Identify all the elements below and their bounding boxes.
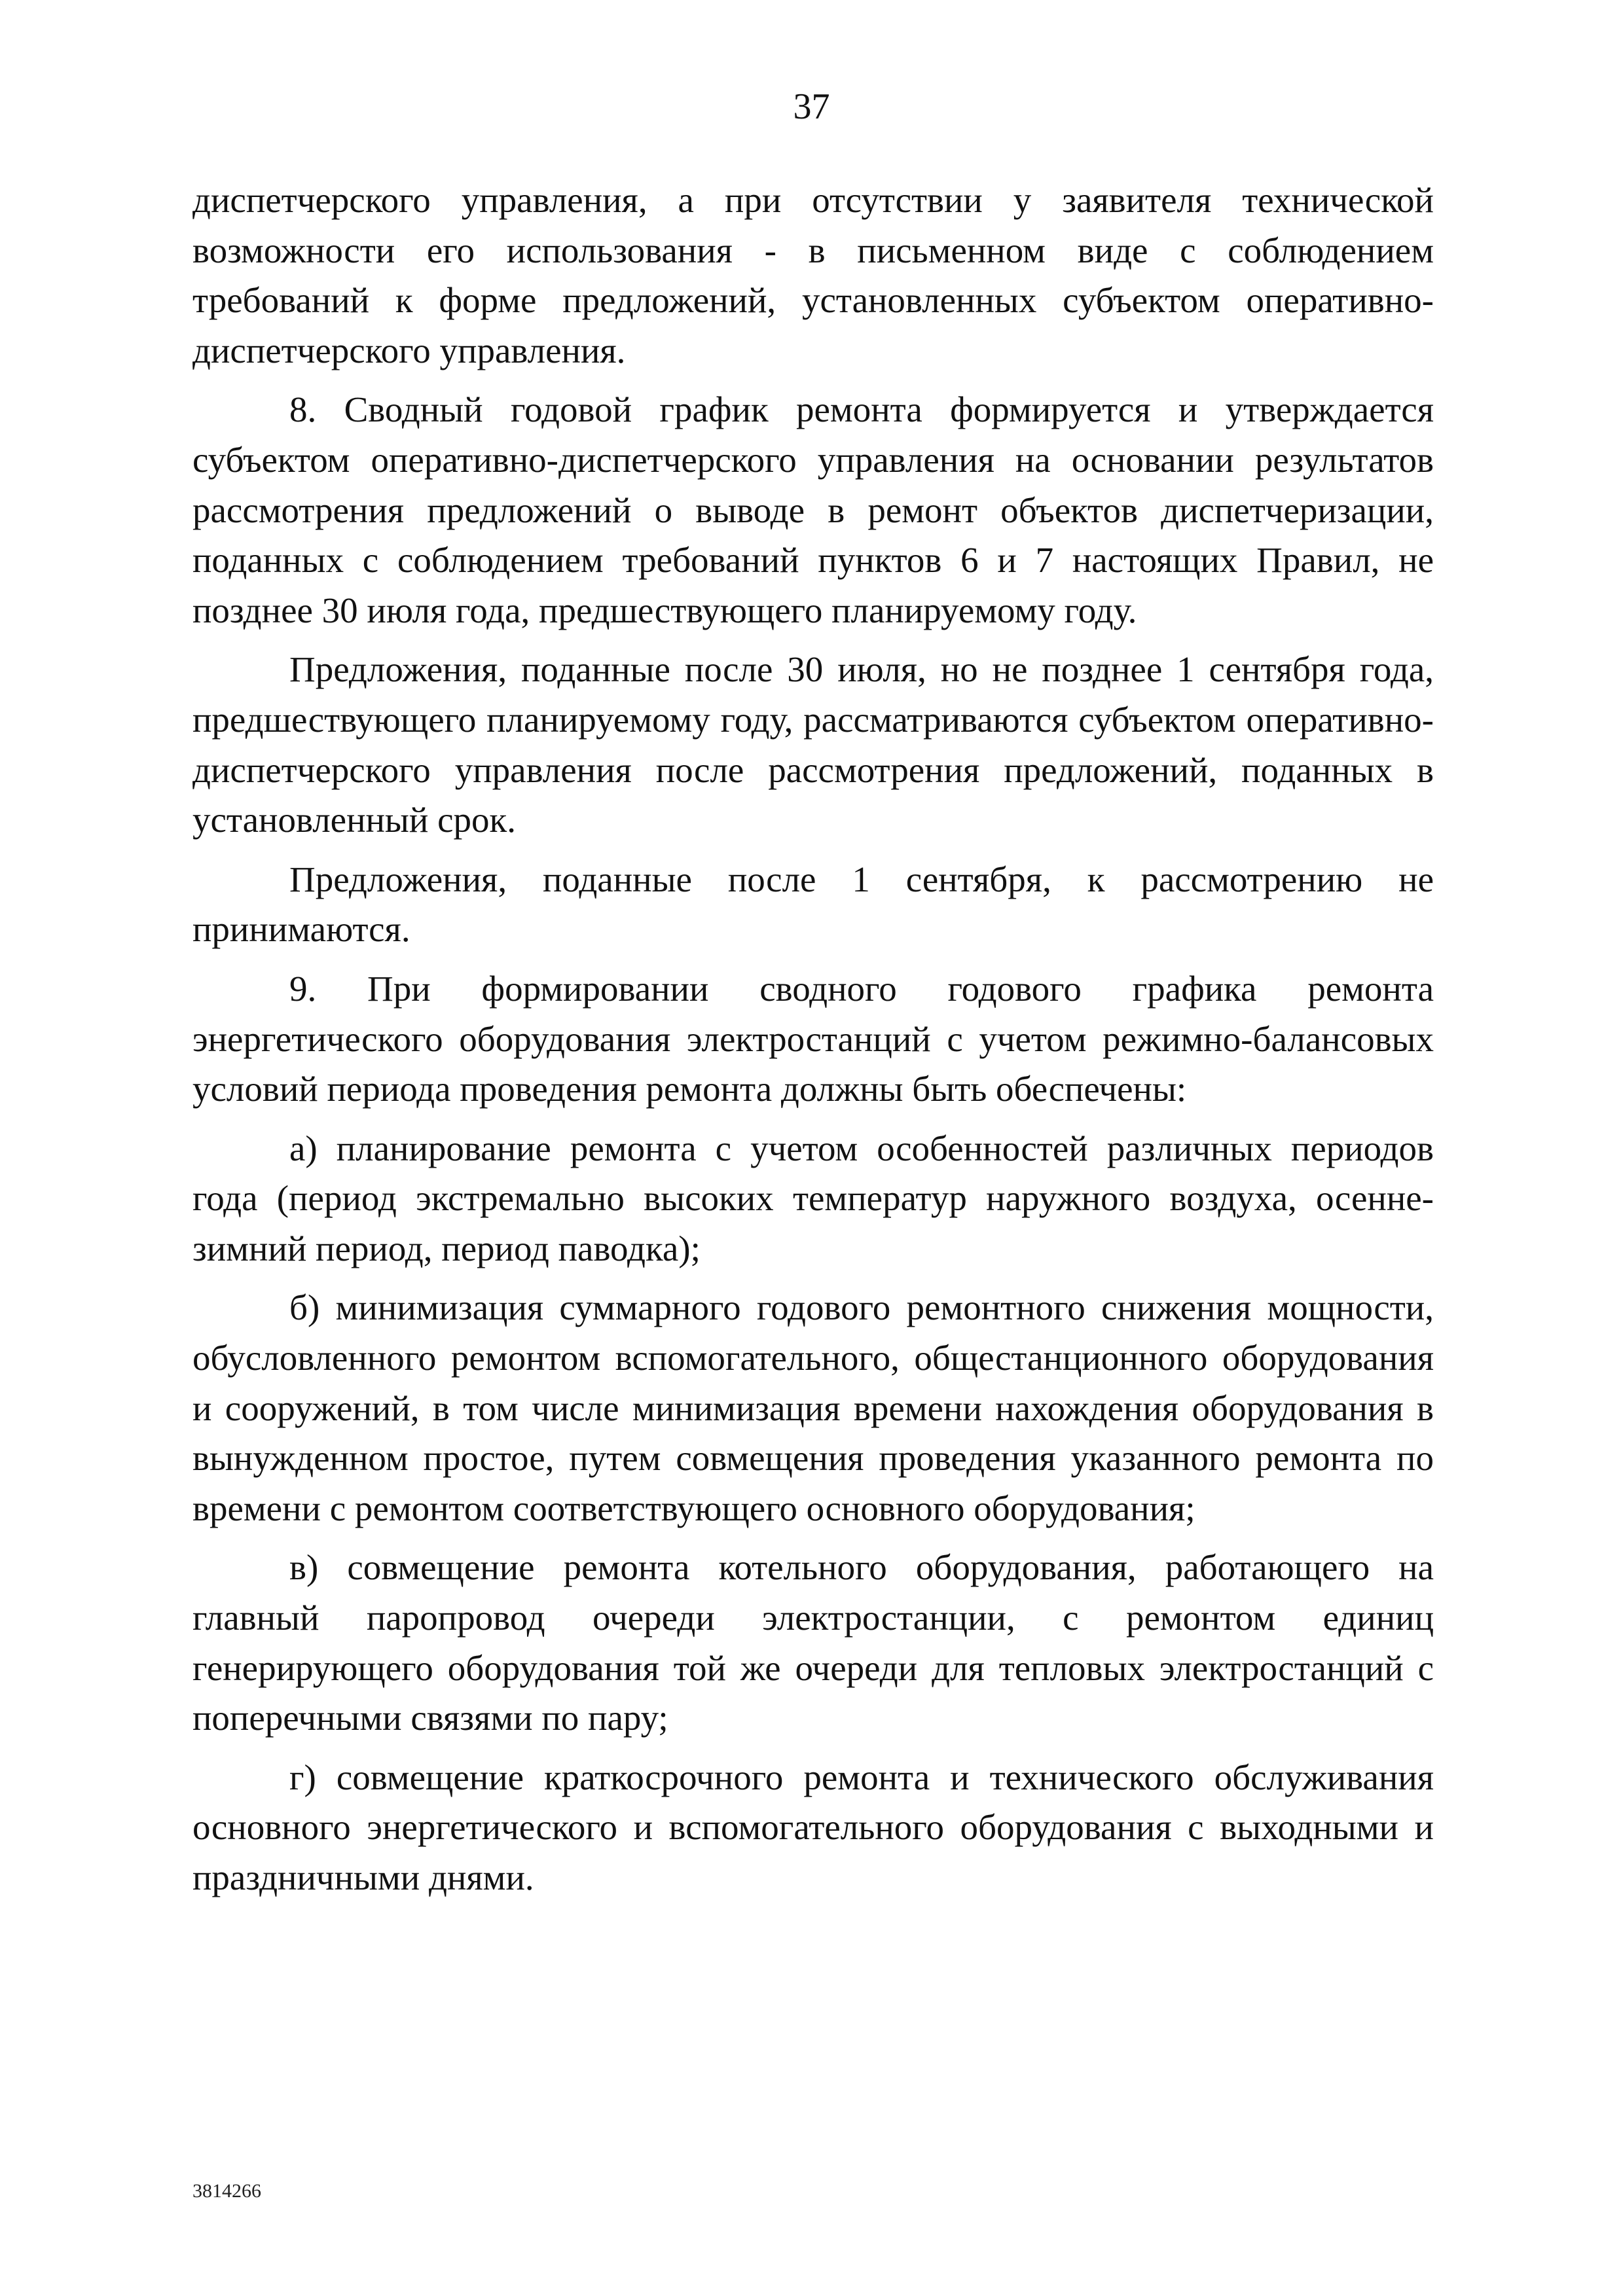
document-body [192,175,1434,1912]
paragraph-continuation: диспетчерского управления, а при отсутствии у заявителя технической возможности его использования - в письменном виде с соблюдением требований к форме предложений, установленных субъектом оперативно-диспетчерского управления. [192,180,1434,370]
paragraph-item-8: 8. Сводный годовой график ремонта формируется и утверждается субъектом оперативно-диспетчерского управления на основании результатов рассмотрения предложений о выводе в ремонт объектов диспетчеризации, поданных с соблюдением требований пунктов 6 и 7 настоящих Правил, не позднее 30 июля года, предшествующего планируемому году. [192,389,1434,630]
paragraph-sub-v: в) совмещение ремонта котельного оборудования, работающего на главный паропровод очереди электростанции, с ремонтом единиц генерирующего оборудования той же очереди для тепловых электростанций с поперечными связями по пару; [192,1547,1434,1738]
paragraph-not-accepted: Предложения, поданные после 1 сентября, к рассмотрению не принимаются. [192,859,1434,950]
page-number: 37 [793,86,830,127]
document-id: 3814266 [192,2180,261,2202]
paragraph-late-proposals: Предложения, поданные после 30 июля, но не позднее 1 сентября года, предшествующего планируемому году, рассматриваются субъектом оперативно-диспетчерского управления после рассмотрения предложений, поданных в установленный срок. [192,649,1434,840]
paragraph-sub-b: б) минимизация суммарного годового ремонтного снижения мощности, обусловленного ремонтом вспомогательного, общестанционного оборудования и сооружений, в том числе минимизация времени нахождения оборудования в вынужденном простое, путем совмещения проведения указанного ремонта по времени с ремонтом соответствующего основного оборудования; [192,1287,1434,1528]
paragraph-sub-g: г) совмещение краткосрочного ремонта и технического обслуживания основного энергетического и вспомогательного оборудования с выходными и праздничными днями. [192,1757,1434,1897]
paragraph-item-9: 9. При формировании сводного годового графика ремонта энергетического оборудования электростанций с учетом режимно-балансовых условий периода проведения ремонта должны быть обеспечены: [192,968,1434,1109]
paragraph-sub-a: а) планирование ремонта с учетом особенностей различных периодов года (период экстремально высоких температур наружного воздуха, осенне-зимний период, период паводка); [192,1128,1434,1268]
